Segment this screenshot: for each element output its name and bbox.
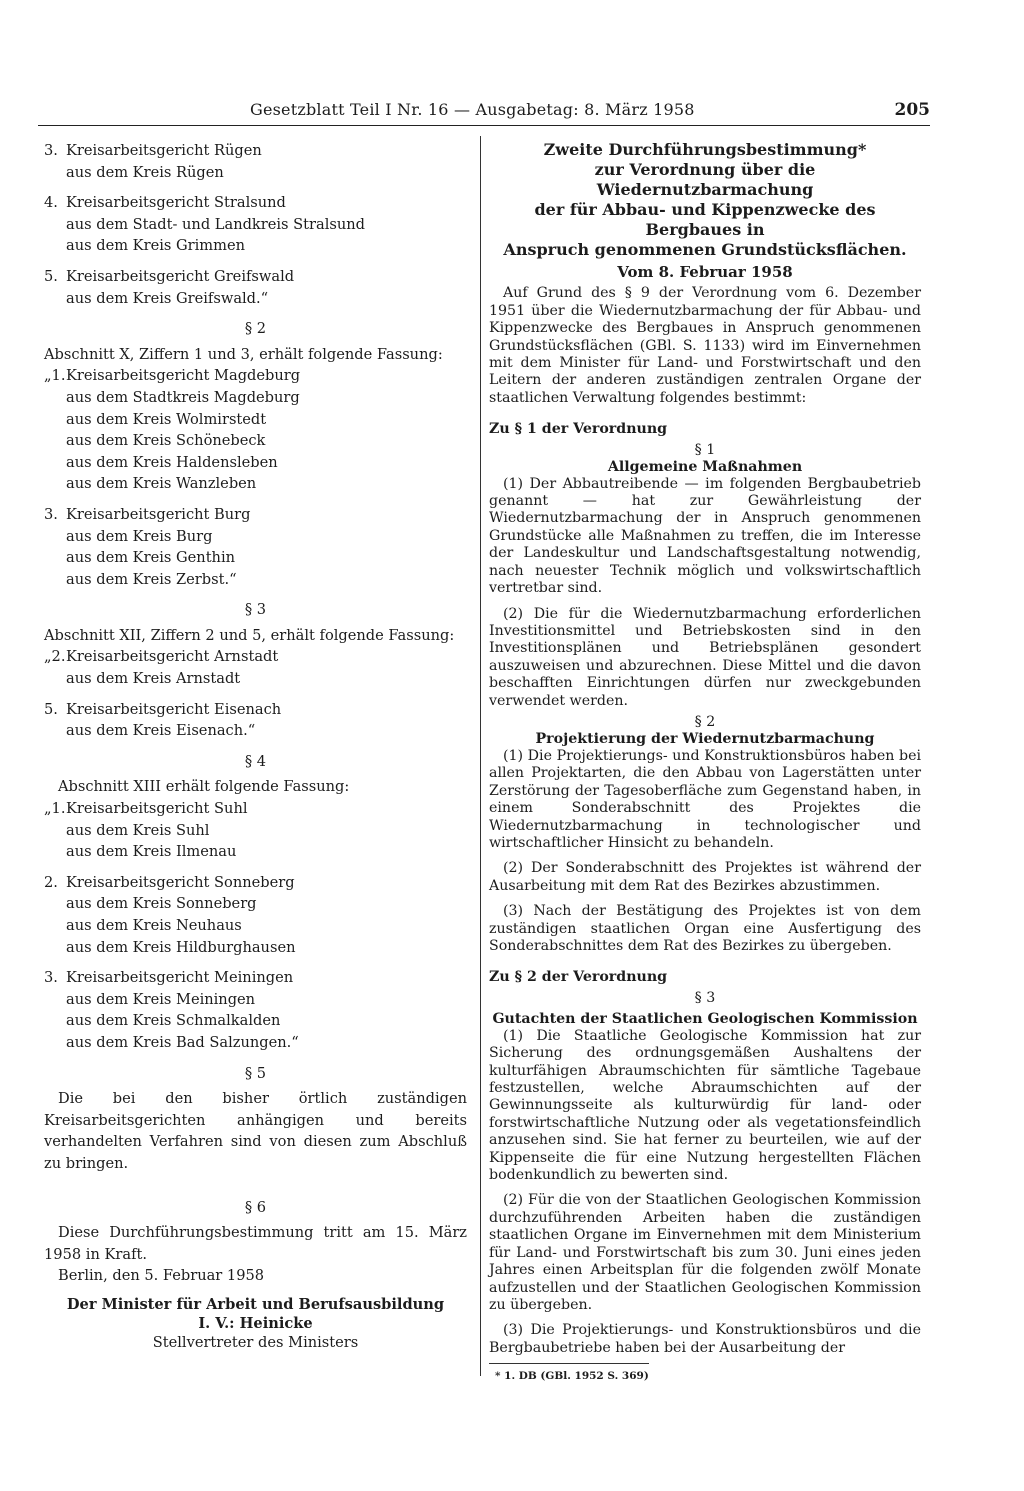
paragraph-r2-3: (3) Nach der Bestätigung des Projektes ist von dem zuständigen staatlichen Organ eine Ausfertigung des Sonderabschnittes dem Rat des Bezirkes zu übergeben. bbox=[489, 903, 921, 954]
section-heading-6: § 6 bbox=[244, 1198, 267, 1216]
court-name bbox=[44, 798, 467, 820]
court-entry bbox=[44, 646, 467, 689]
place-date: Berlin, den 5. Februar 1958 bbox=[58, 1267, 265, 1285]
section-heading-3: § 3 bbox=[244, 601, 267, 619]
district-line: aus dem Kreis Meiningen bbox=[66, 990, 256, 1008]
column-divider bbox=[480, 136, 481, 1376]
district-line: aus dem Kreis Schönebeck bbox=[66, 432, 266, 450]
court-name-text: Kreisarbeitsgericht Suhl bbox=[66, 800, 248, 818]
regulation-title bbox=[489, 140, 921, 260]
court-name-text: Kreisarbeitsgericht Magdeburg bbox=[66, 367, 301, 385]
section-title-r1: Allgemeine Maßnahmen bbox=[607, 458, 803, 475]
right-column bbox=[489, 140, 921, 1386]
section-heading-5: § 5 bbox=[244, 1064, 267, 1082]
court-name bbox=[44, 872, 467, 894]
ref-zu-1: Zu § 1 der Verordnung bbox=[489, 421, 668, 438]
paragraph-r3-1: (1) Die Staatliche Geologische Kommission hat zur Sicherung des ordnungsgemäßen Aushaltens der kulturfähigen Abraumschichten für sämtliche Tagebaue festzustellen, welche Abraumschichten auf der Gewinnungsseite als kulturwürdig für land- oder forstwirtschaftliche Nutzung oder als vegetationsfeindlich anzusehen sind. Sie hat ferner zu beurteilen, wie auf der Kippenseite die für eine Nutzung hergestellten Flächen bodenkundlich zu bewerten sind. bbox=[489, 1027, 921, 1184]
item-number: 2. bbox=[44, 873, 58, 891]
paragraph-r1-2: (2) Die für die Wiedernutzbarmachung erforderlichen Investitionsmittel und Betriebskosten sind in den Investitionsplänen und Betriebsplänen gesondert auszuweisen und abzurechnen. Diese Mittel und die davon beschafften Einrichtungen dürfen nur zweckgebunden verwendet werden. bbox=[489, 605, 921, 709]
district-line: aus dem Kreis Zerbst.“ bbox=[66, 570, 237, 588]
court-entry bbox=[44, 140, 467, 183]
district-line: aus dem Kreis Ilmenau bbox=[66, 843, 237, 861]
section-3-intro: Abschnitt XII, Ziffern 2 und 5, erhält folgende Fassung: bbox=[44, 626, 455, 644]
court-name bbox=[44, 266, 467, 288]
signer-role: Stellvertreter des Ministers bbox=[152, 1333, 359, 1351]
section-heading-r2: § 2 bbox=[694, 713, 716, 730]
regulation-title-line: der für Abbau- und Kippenzwecke des Bergbaues in bbox=[534, 200, 876, 239]
court-name-text: Kreisarbeitsgericht Stralsund bbox=[66, 194, 286, 212]
district-line: aus dem Kreis Haldensleben bbox=[66, 453, 278, 471]
court-name-text: Kreisarbeitsgericht Eisenach bbox=[66, 700, 282, 718]
court-list-2 bbox=[44, 365, 467, 590]
court-name bbox=[44, 192, 467, 214]
court-entry bbox=[44, 872, 467, 958]
section-4-intro: Abschnitt XIII erhält folgende Fassung: bbox=[58, 778, 350, 796]
item-number: 5. bbox=[44, 700, 58, 718]
footnote-rule bbox=[489, 1363, 649, 1364]
district-line: aus dem Kreis Greifswald.“ bbox=[66, 289, 269, 307]
district-line: aus dem Kreis Neuhaus bbox=[66, 917, 242, 934]
header-rule bbox=[38, 125, 930, 126]
court-name bbox=[44, 967, 467, 989]
court-name-text: Kreisarbeitsgericht Burg bbox=[66, 505, 251, 523]
court-list-1 bbox=[44, 140, 467, 309]
court-entry bbox=[44, 504, 467, 590]
court-name-text: Kreisarbeitsgericht Rügen bbox=[66, 142, 262, 159]
district-line: aus dem Kreis Arnstadt bbox=[66, 670, 241, 688]
court-name bbox=[44, 699, 467, 721]
court-entry bbox=[44, 798, 467, 863]
signer-name: I. V.: Heinicke bbox=[198, 1314, 313, 1332]
district-line: aus dem Kreis Bad Salzungen.“ bbox=[66, 1033, 299, 1051]
paragraph-r2-1: (1) Die Projektierungs- und Konstruktionsbüros haben bei allen Projektarten, die den Abbau von Lagerstätten unter Zerstörung der Tagesoberfläche zum Gegenstand haben, in einem Sonderabschnitt des Projektes die Wiedernutzbarmachung in technologischer und wirtschaftlicher Hinsicht zu behandeln. bbox=[489, 747, 921, 851]
district-line: aus dem Kreis Eisenach.“ bbox=[66, 722, 256, 740]
item-number: „1. bbox=[44, 367, 66, 385]
district-line: aus dem Kreis Rügen bbox=[66, 163, 224, 181]
district-line: aus dem Kreis Schmalkalden bbox=[66, 1012, 281, 1030]
signer-title: Der Minister für Arbeit und Berufsausbildung bbox=[66, 1295, 445, 1313]
court-name-text: Kreisarbeitsgericht Greifswald bbox=[66, 267, 295, 285]
regulation-intro: Auf Grund des § 9 der Verordnung vom 6. Dezember 1951 über die Wiedernutzbarmachung der für Abbau- und Kippenzwecke des Bergbaues in Anspruch genommenen Grundstücksflächen (GBl. S. 1133) wird im Einvernehmen mit dem Minister für Land- und Forstwirtschaft und den Leitern der anderen zuständigen zentralen Organe der staatlichen Verwaltung folgendes bestimmt: bbox=[489, 285, 921, 406]
district-line: aus dem Kreis Hildburghausen bbox=[66, 938, 296, 956]
regulation-title-line: zur Verordnung über die Wiedernutzbarmachung bbox=[594, 160, 816, 199]
court-name bbox=[44, 504, 467, 526]
footnote: * 1. DB (GBl. 1952 S. 369) bbox=[495, 1370, 649, 1383]
regulation-title-line: Anspruch genommenen Grundstücksflächen. bbox=[503, 240, 907, 259]
paragraph-r3-2: (2) Für die von der Staatlichen Geologischen Kommission durchzuführenden Arbeiten haben die zuständigen staatlichen Organe im Einvernehmen mit dem Ministerium für Land- und Forstwirtschaft bis zum 30. Juni eines jeden Jahres einen Arbeitsplan für die folgenden zwölf Monate aufzustellen und der Staatlichen Geologischen Kommission zu übergeben. bbox=[489, 1192, 921, 1313]
paragraph-r3-3: (3) Die Projektierungs- und Konstruktionsbüros und die Bergbaubetriebe haben bei der Ausarbeitung der bbox=[489, 1322, 921, 1356]
district-line: aus dem Kreis Sonneberg bbox=[66, 895, 257, 913]
district-line: aus dem Kreis Wolmirstedt bbox=[66, 410, 267, 428]
item-number: 3. bbox=[44, 969, 58, 987]
district-line: aus dem Stadtkreis Magdeburg bbox=[66, 388, 300, 406]
district-line: aus dem Kreis Wanzleben bbox=[66, 475, 257, 493]
district-line: aus dem Kreis Grimmen bbox=[66, 237, 246, 255]
district-line: aus dem Stadt- und Landkreis Stralsund bbox=[66, 215, 366, 233]
court-name-text: Kreisarbeitsgericht Meiningen bbox=[66, 969, 294, 987]
item-number: „1. bbox=[44, 800, 66, 818]
district-line: aus dem Kreis Burg bbox=[66, 527, 213, 545]
court-entry bbox=[44, 365, 467, 495]
court-entry bbox=[44, 192, 467, 257]
section-heading-r3: § 3 bbox=[694, 989, 716, 1006]
header-title: Gesetzblatt Teil I Nr. 16 — Ausgabetag: 8. März 1958 bbox=[250, 100, 695, 119]
district-line: aus dem Kreis Suhl bbox=[66, 821, 210, 839]
regulation-date: Vom 8. Februar 1958 bbox=[617, 263, 793, 281]
district-line: aus dem Kreis Genthin bbox=[66, 549, 236, 567]
section-heading-r1: § 1 bbox=[694, 441, 716, 458]
paragraph-r1-1: (1) Der Abbautreibende — im folgenden Bergbaubetrieb genannt — hat zur Gewährleistung der Wiedernutzbarmachung der in Anspruch genommenen Grundstücke alle Maßnahmen zu treffen, die im Interesse der Landeskultur und Landschaftsgestaltung notwendig, nach neuester Technik möglich und volkswirtschaftlich vertretbar sind. bbox=[489, 475, 921, 597]
regulation-title-line: Zweite Durchführungsbestimmung* bbox=[543, 140, 867, 159]
paragraph-r2-2: (2) Der Sonderabschnitt des Projektes ist während der Ausarbeitung mit dem Rat des Bezirkes abzustimmen. bbox=[489, 860, 921, 894]
section-title-r2: Projektierung der Wiedernutzbarmachung bbox=[535, 730, 875, 747]
ref-zu-2: Zu § 2 der Verordnung bbox=[489, 969, 668, 986]
item-number: 3. bbox=[44, 505, 58, 523]
item-number: 4. bbox=[44, 194, 58, 212]
section-6-text: Diese Durchführungsbestimmung tritt am 15. März 1958 in Kraft. bbox=[44, 1224, 467, 1263]
court-name bbox=[44, 140, 467, 162]
court-name-text: Kreisarbeitsgericht Sonneberg bbox=[66, 873, 295, 891]
section-heading-2: § 2 bbox=[244, 320, 267, 338]
item-number: 3. bbox=[44, 142, 58, 159]
court-name bbox=[44, 646, 467, 668]
section-heading-4: § 4 bbox=[244, 752, 267, 770]
court-list-3 bbox=[44, 646, 467, 741]
item-number: „2. bbox=[44, 648, 66, 666]
section-title-r3: Gutachten der Staatlichen Geologischen Kommission bbox=[492, 1010, 918, 1027]
section-2-intro: Abschnitt X, Ziffern 1 und 3, erhält folgende Fassung: bbox=[44, 345, 443, 363]
court-entry bbox=[44, 699, 467, 742]
page-number: 205 bbox=[894, 100, 930, 120]
court-name-text: Kreisarbeitsgericht Arnstadt bbox=[66, 648, 279, 666]
court-entry bbox=[44, 266, 467, 309]
court-name bbox=[44, 365, 467, 387]
court-list-4 bbox=[44, 798, 467, 1054]
left-column bbox=[44, 140, 467, 1352]
item-number: 5. bbox=[44, 267, 58, 285]
court-entry bbox=[44, 967, 467, 1053]
section-5-text: Die bei den bisher örtlich zuständigen Kreisarbeitsgerichten anhängigen und bereits verhandelten Verfahren sind von diesen zum Abschluß zu bringen. bbox=[44, 1090, 467, 1172]
